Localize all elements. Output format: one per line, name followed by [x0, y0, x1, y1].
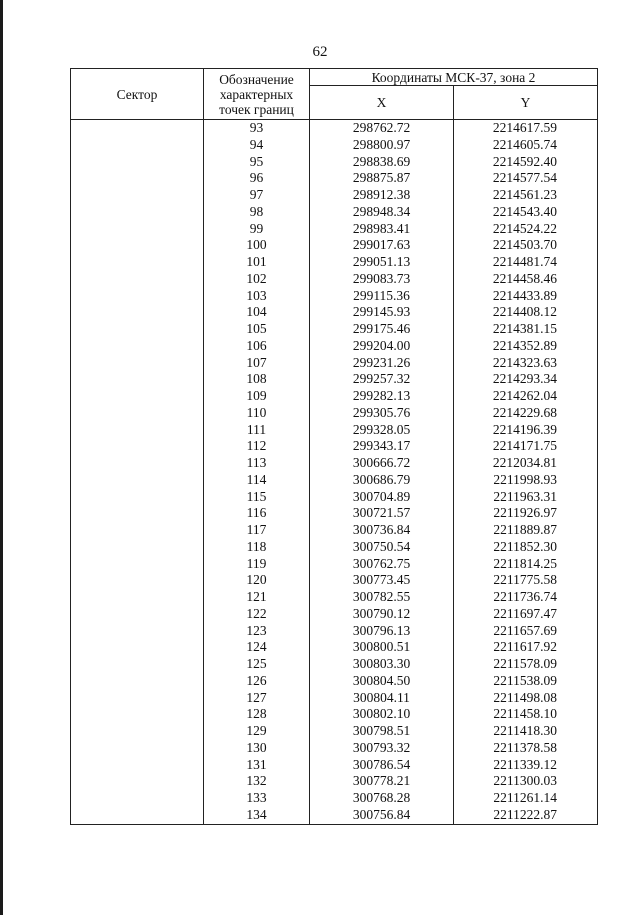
header-coordinates-group: Координаты МСК-37, зона 2 [310, 69, 598, 86]
point-number-cell: 133 [204, 790, 310, 807]
x-coordinate-cell: 300686.79 [310, 472, 454, 489]
x-coordinate-cell: 299145.93 [310, 304, 454, 321]
x-coordinate-cell: 299328.05 [310, 422, 454, 439]
sector-cell [71, 120, 204, 137]
y-coordinate-cell: 2214262.04 [454, 388, 598, 405]
y-coordinate-cell: 2214543.40 [454, 204, 598, 221]
table-row [71, 137, 598, 154]
x-coordinate-cell: 300704.89 [310, 489, 454, 506]
point-number-cell: 101 [204, 254, 310, 271]
table-row [71, 656, 598, 673]
sector-cell [71, 422, 204, 439]
table-row [71, 170, 598, 187]
y-coordinate-cell: 2211926.97 [454, 505, 598, 522]
x-coordinate-cell: 298948.34 [310, 204, 454, 221]
point-number-cell: 115 [204, 489, 310, 506]
x-coordinate-cell: 300736.84 [310, 522, 454, 539]
sector-cell [71, 405, 204, 422]
point-number-cell: 134 [204, 807, 310, 824]
table-row [71, 154, 598, 171]
sector-cell [71, 371, 204, 388]
y-coordinate-cell: 2214196.39 [454, 422, 598, 439]
y-coordinate-cell: 2211498.08 [454, 690, 598, 707]
point-number-cell: 93 [204, 120, 310, 137]
table-row [71, 623, 598, 640]
sector-cell [71, 271, 204, 288]
y-coordinate-cell: 2211814.25 [454, 556, 598, 573]
x-coordinate-cell: 300802.10 [310, 706, 454, 723]
point-number-cell: 106 [204, 338, 310, 355]
y-coordinate-cell: 2214408.12 [454, 304, 598, 321]
sector-cell [71, 639, 204, 656]
sector-cell [71, 221, 204, 238]
sector-cell [71, 589, 204, 606]
x-coordinate-cell: 299083.73 [310, 271, 454, 288]
point-number-cell: 98 [204, 204, 310, 221]
x-coordinate-cell: 300750.54 [310, 539, 454, 556]
sector-cell [71, 673, 204, 690]
y-coordinate-cell: 2211998.93 [454, 472, 598, 489]
x-coordinate-cell: 300756.84 [310, 807, 454, 824]
table-body [71, 120, 598, 825]
x-coordinate-cell: 299257.32 [310, 371, 454, 388]
table-row [71, 304, 598, 321]
table-row [71, 807, 598, 824]
table-row [71, 773, 598, 790]
sector-cell [71, 472, 204, 489]
table-row [71, 438, 598, 455]
x-coordinate-cell: 300768.28 [310, 790, 454, 807]
sector-cell [71, 757, 204, 774]
point-number-cell: 131 [204, 757, 310, 774]
y-coordinate-cell: 2214524.22 [454, 221, 598, 238]
sector-cell [71, 790, 204, 807]
x-coordinate-cell: 300798.51 [310, 723, 454, 740]
point-number-cell: 123 [204, 623, 310, 640]
x-coordinate-cell: 300804.11 [310, 690, 454, 707]
point-number-cell: 107 [204, 355, 310, 372]
sector-cell [71, 522, 204, 539]
point-number-cell: 97 [204, 187, 310, 204]
table-row [71, 589, 598, 606]
sector-cell [71, 740, 204, 757]
table-header [71, 69, 598, 120]
sector-cell [71, 338, 204, 355]
point-number-cell: 95 [204, 154, 310, 171]
point-number-cell: 119 [204, 556, 310, 573]
x-coordinate-cell: 300790.12 [310, 606, 454, 623]
sector-cell [71, 723, 204, 740]
y-coordinate-cell: 2211578.09 [454, 656, 598, 673]
y-coordinate-cell: 2214433.89 [454, 288, 598, 305]
table-row [71, 740, 598, 757]
table-row [71, 388, 598, 405]
x-coordinate-cell: 300762.75 [310, 556, 454, 573]
sector-cell [71, 187, 204, 204]
sector-cell [71, 170, 204, 187]
point-number-cell: 104 [204, 304, 310, 321]
table-row [71, 489, 598, 506]
table-row [71, 673, 598, 690]
table-row [71, 455, 598, 472]
point-number-cell: 117 [204, 522, 310, 539]
y-coordinate-cell: 2211538.09 [454, 673, 598, 690]
sector-cell [71, 438, 204, 455]
point-number-cell: 132 [204, 773, 310, 790]
point-number-cell: 113 [204, 455, 310, 472]
header-x: X [310, 86, 454, 120]
table-row [71, 371, 598, 388]
y-coordinate-cell: 2214577.54 [454, 170, 598, 187]
y-coordinate-cell: 2214352.89 [454, 338, 598, 355]
sector-cell [71, 489, 204, 506]
table-row [71, 522, 598, 539]
table-row [71, 237, 598, 254]
y-coordinate-cell: 2214592.40 [454, 154, 598, 171]
page-number: 62 [312, 44, 328, 60]
x-coordinate-cell: 300786.54 [310, 757, 454, 774]
table-row [71, 120, 598, 137]
sector-cell [71, 288, 204, 305]
sector-cell [71, 656, 204, 673]
sector-cell [71, 237, 204, 254]
point-number-cell: 116 [204, 505, 310, 522]
x-coordinate-cell: 298838.69 [310, 154, 454, 171]
y-coordinate-cell: 2211775.58 [454, 572, 598, 589]
table-row [71, 639, 598, 656]
y-coordinate-cell: 2214605.74 [454, 137, 598, 154]
point-number-cell: 126 [204, 673, 310, 690]
header-sector: Сектор [71, 69, 204, 120]
point-number-cell: 109 [204, 388, 310, 405]
table-row [71, 355, 598, 372]
y-coordinate-cell: 2211339.12 [454, 757, 598, 774]
sector-cell [71, 154, 204, 171]
sector-cell [71, 773, 204, 790]
table-row [71, 221, 598, 238]
table-row [71, 606, 598, 623]
x-coordinate-cell: 299175.46 [310, 321, 454, 338]
x-coordinate-cell: 300773.45 [310, 572, 454, 589]
point-number-cell: 124 [204, 639, 310, 656]
point-number-cell: 129 [204, 723, 310, 740]
point-number-cell: 112 [204, 438, 310, 455]
sector-cell [71, 204, 204, 221]
sector-cell [71, 690, 204, 707]
x-coordinate-cell: 300778.21 [310, 773, 454, 790]
x-coordinate-cell: 298983.41 [310, 221, 454, 238]
y-coordinate-cell: 2211458.10 [454, 706, 598, 723]
y-coordinate-cell: 2211617.92 [454, 639, 598, 656]
x-coordinate-cell: 298762.72 [310, 120, 454, 137]
x-coordinate-cell: 299017.63 [310, 237, 454, 254]
header-y: Y [454, 86, 598, 120]
y-coordinate-cell: 2214293.34 [454, 371, 598, 388]
table-row [71, 706, 598, 723]
y-coordinate-cell: 2211889.87 [454, 522, 598, 539]
x-coordinate-cell: 299115.36 [310, 288, 454, 305]
coordinates-table [70, 68, 598, 825]
y-coordinate-cell: 2211261.14 [454, 790, 598, 807]
y-coordinate-cell: 2214323.63 [454, 355, 598, 372]
x-coordinate-cell: 299343.17 [310, 438, 454, 455]
table-row [71, 690, 598, 707]
x-coordinate-cell: 300804.50 [310, 673, 454, 690]
x-coordinate-cell: 300800.51 [310, 639, 454, 656]
sector-cell [71, 137, 204, 154]
y-coordinate-cell: 2211657.69 [454, 623, 598, 640]
x-coordinate-cell: 300721.57 [310, 505, 454, 522]
y-coordinate-cell: 2211736.74 [454, 589, 598, 606]
x-coordinate-cell: 298800.97 [310, 137, 454, 154]
x-coordinate-cell: 299282.13 [310, 388, 454, 405]
point-number-cell: 94 [204, 137, 310, 154]
table-row [71, 757, 598, 774]
point-number-cell: 121 [204, 589, 310, 606]
point-number-cell: 103 [204, 288, 310, 305]
table-row [71, 204, 598, 221]
point-number-cell: 111 [204, 422, 310, 439]
point-number-cell: 127 [204, 690, 310, 707]
y-coordinate-cell: 2211418.30 [454, 723, 598, 740]
point-number-cell: 130 [204, 740, 310, 757]
point-number-cell: 128 [204, 706, 310, 723]
x-coordinate-cell: 300796.13 [310, 623, 454, 640]
y-coordinate-cell: 2212034.81 [454, 455, 598, 472]
point-number-cell: 108 [204, 371, 310, 388]
sector-cell [71, 572, 204, 589]
sector-cell [71, 304, 204, 321]
y-coordinate-cell: 2211963.31 [454, 489, 598, 506]
table-row [71, 338, 598, 355]
x-coordinate-cell: 300666.72 [310, 455, 454, 472]
table-row [71, 539, 598, 556]
x-coordinate-cell: 299204.00 [310, 338, 454, 355]
table-row [71, 505, 598, 522]
point-number-cell: 96 [204, 170, 310, 187]
point-number-cell: 122 [204, 606, 310, 623]
y-coordinate-cell: 2211222.87 [454, 807, 598, 824]
x-coordinate-cell: 299231.26 [310, 355, 454, 372]
scan-edge [0, 0, 3, 915]
point-number-cell: 102 [204, 271, 310, 288]
sector-cell [71, 505, 204, 522]
sector-cell [71, 623, 204, 640]
table-row [71, 572, 598, 589]
y-coordinate-cell: 2214171.75 [454, 438, 598, 455]
x-coordinate-cell: 300782.55 [310, 589, 454, 606]
sector-cell [71, 706, 204, 723]
sector-cell [71, 556, 204, 573]
x-coordinate-cell: 298875.87 [310, 170, 454, 187]
table-row [71, 288, 598, 305]
x-coordinate-cell: 299305.76 [310, 405, 454, 422]
point-number-cell: 105 [204, 321, 310, 338]
table-row [71, 405, 598, 422]
table-row [71, 271, 598, 288]
point-number-cell: 125 [204, 656, 310, 673]
sector-cell [71, 807, 204, 824]
y-coordinate-cell: 2211300.03 [454, 773, 598, 790]
sector-cell [71, 606, 204, 623]
sector-cell [71, 254, 204, 271]
sector-cell [71, 455, 204, 472]
sector-cell [71, 539, 204, 556]
table-row [71, 254, 598, 271]
point-number-cell: 110 [204, 405, 310, 422]
y-coordinate-cell: 2214458.46 [454, 271, 598, 288]
y-coordinate-cell: 2214561.23 [454, 187, 598, 204]
sector-cell [71, 388, 204, 405]
table-row [71, 422, 598, 439]
y-coordinate-cell: 2211378.58 [454, 740, 598, 757]
y-coordinate-cell: 2214503.70 [454, 237, 598, 254]
point-number-cell: 114 [204, 472, 310, 489]
table-row [71, 556, 598, 573]
point-number-cell: 99 [204, 221, 310, 238]
y-coordinate-cell: 2214381.15 [454, 321, 598, 338]
x-coordinate-cell: 298912.38 [310, 187, 454, 204]
y-coordinate-cell: 2211852.30 [454, 539, 598, 556]
sector-cell [71, 321, 204, 338]
x-coordinate-cell: 300803.30 [310, 656, 454, 673]
y-coordinate-cell: 2214229.68 [454, 405, 598, 422]
sector-cell [71, 355, 204, 372]
x-coordinate-cell: 300793.32 [310, 740, 454, 757]
table-row [71, 723, 598, 740]
table-row [71, 187, 598, 204]
y-coordinate-cell: 2214481.74 [454, 254, 598, 271]
table-row [71, 321, 598, 338]
y-coordinate-cell: 2211697.47 [454, 606, 598, 623]
header-point-designation: Обозначение характерных точек границ [204, 69, 310, 120]
x-coordinate-cell: 299051.13 [310, 254, 454, 271]
table-row [71, 472, 598, 489]
table-row [71, 790, 598, 807]
y-coordinate-cell: 2214617.59 [454, 120, 598, 137]
point-number-cell: 100 [204, 237, 310, 254]
point-number-cell: 120 [204, 572, 310, 589]
point-number-cell: 118 [204, 539, 310, 556]
